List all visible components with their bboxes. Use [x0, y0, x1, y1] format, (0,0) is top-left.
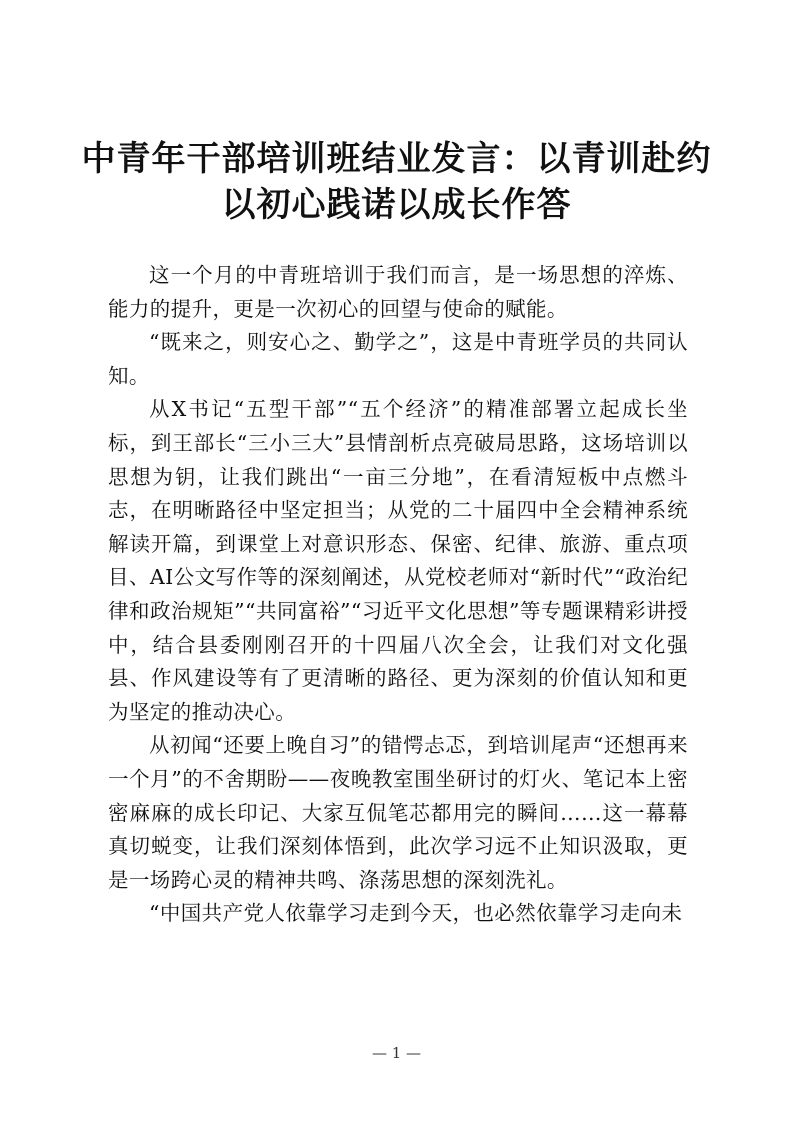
paragraph: 从X书记“五型干部”“五个经济”的精准部署立起成长坐标，到王部长“三小三大”县情剖析点亮破局思路，这场培训以思想为钥，让我们跳出“一亩三分地”，在看清短板中点燃斗志，在明晰路径中坚定担当；从党的二十届四中全会精神系统解读开篇，到课堂上对意识形态、保密、纪律、旅游、重点项目、AI公文写作等的深刻阐述，从党校老师对“新时代”“政治纪律和政治规矩”“共同富裕”“习近平文化思想”等专题课精彩讲授中，结合县委刚刚召开的十四届八次全会，让我们对文化强县、作风建设等有了更清晰的路径、更为深刻的价值认知和更为坚定的推动决心。 [108, 397, 688, 724]
document-title-line-2: 以初心践诺以成长作答 [221, 185, 572, 225]
paragraph: 这一个月的中青班培训于我们而言，是一场思想的淬炼、能力的提升，更是一次初心的回望与使命的赋能。 [108, 263, 688, 321]
page-number: — 1 — [371, 1044, 422, 1062]
paragraph: 从初闻“还要上晚自习”的错愕忐忑，到培训尾声“还想再来一个月”的不舍期盼——夜晚教室围坐研讨的灯火、笔记本上密密麻麻的成长印记、大家互侃笔芯都用完的瞬间……这一幕幕真切蜕变，让我们深刻体悟到，此次学习远不止知识汲取，更是一场跨心灵的精神共鸣、涤荡思想的深刻洗礼。 [108, 733, 688, 892]
document-title-line-1: 中青年干部培训班结业发言：以青训赴约 [81, 139, 712, 179]
document-body [108, 259, 688, 931]
paragraph: “既来之，则安心之、勤学之”，这是中青班学员的共同认知。 [108, 330, 688, 388]
paragraph: “中国共产党人依靠学习走到今天，也必然依靠学习走向未 [149, 901, 683, 926]
